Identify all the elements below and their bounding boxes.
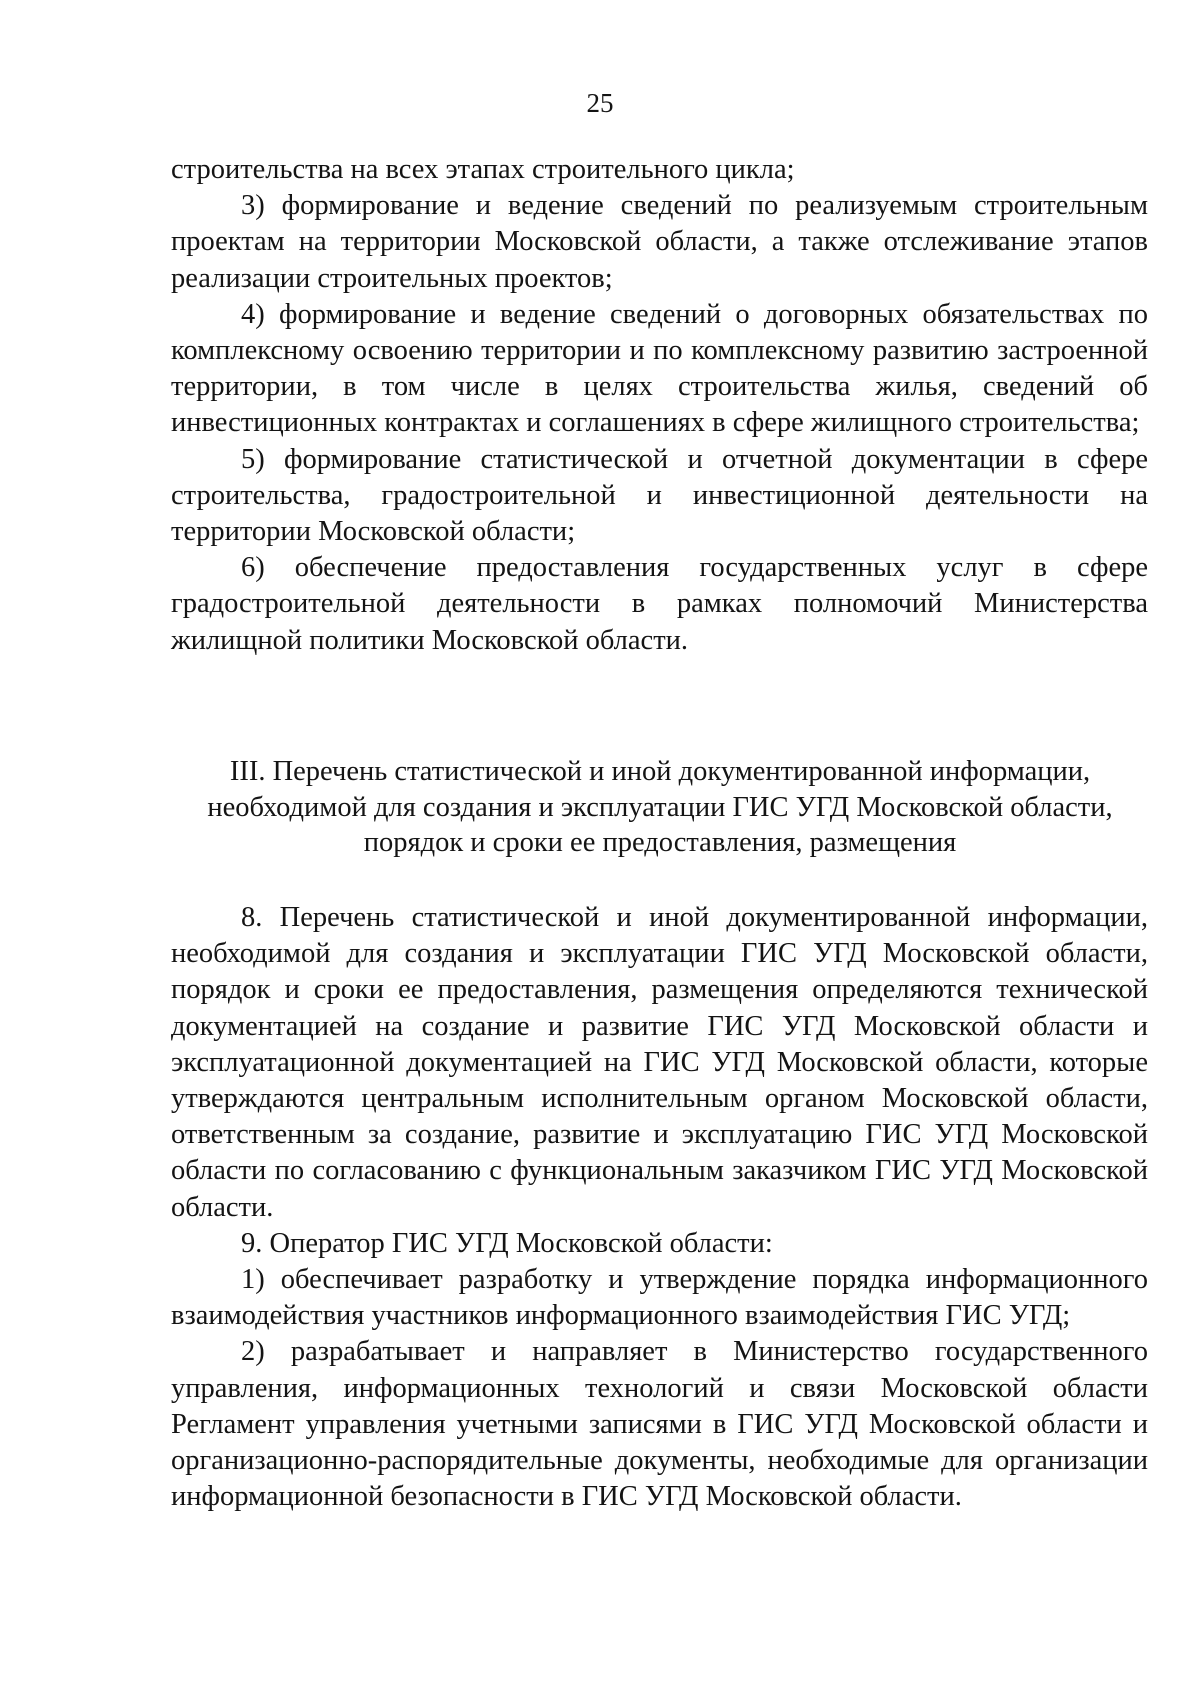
section-heading-line-1: III. Перечень статистической и иной документированной информации, (229, 756, 1091, 787)
list-item-6: 6) обеспечение предоставления государственных услуг в сфере градостроительной деятельности в рамках полномочий Министерства жилищной политики Московской области. (171, 552, 1148, 656)
list-continuation (171, 152, 1148, 659)
list-item-4: 4) формирование и ведение сведений о договорных обязательствах по комплексному освоению территории и по комплексному развитию застроенной территории, в том числе в целях строительства жилья, сведений об инвестиционных контрактах и соглашениях в сфере жилищного строительства; (171, 298, 1148, 439)
list-item-5: 5) формирование статистической и отчетной документации в сфере строительства, градостроительной и инвестиционной деятельности на территории Московской области; (171, 443, 1148, 548)
page-number: 25 (586, 88, 614, 118)
list-item-3: 3) формирование и ведение сведений по реализуемым строительным проектам на территории Московской области, а также отслеживание этапов реализации строительных проектов; (171, 190, 1148, 294)
section-heading-line-3: порядок и сроки ее предоставления, размещения (363, 827, 957, 858)
clause-9-item-2: 2) разрабатывает и направляет в Министерство государственного управления, информационных технологий и связи Московской области Регламент управления учетными записями в ГИС УГД Московской области и организационно-распорядительные документы, необходимые для организации информационной безопасности в ГИС УГД Московской области. (171, 1336, 1148, 1513)
paragraph-continuation: строительства на всех этапах строительного цикла; (171, 154, 795, 185)
clause-9: 9. Оператор ГИС УГД Московской области: (241, 1227, 773, 1259)
section-body (171, 900, 1148, 1515)
section-heading (120, 754, 1200, 861)
clause-8: 8. Перечень статистической и иной документированной информации, необходимой для создания и эксплуатации ГИС УГД Московской области, порядок и сроки ее предоставления, размещения определяются технической документацией на создание и развитие ГИС УГД Московской области и эксплуатационной документацией на ГИС УГД Московской области, которые утверждаются центральным исполнительным органом Московской области, ответственным за создание, развитие и эксплуатацию ГИС УГД Московской области по согласованию с функциональным заказчиком ГИС УГД Московской области. (171, 902, 1148, 1223)
clause-9-item-1: 1) обеспечивает разработку и утверждение порядка информационного взаимодействия участников информационного взаимодействия ГИС УГД; (171, 1264, 1148, 1332)
section-heading-line-2: необходимой для создания и эксплуатации ГИС УГД Московской области, (207, 791, 1113, 823)
